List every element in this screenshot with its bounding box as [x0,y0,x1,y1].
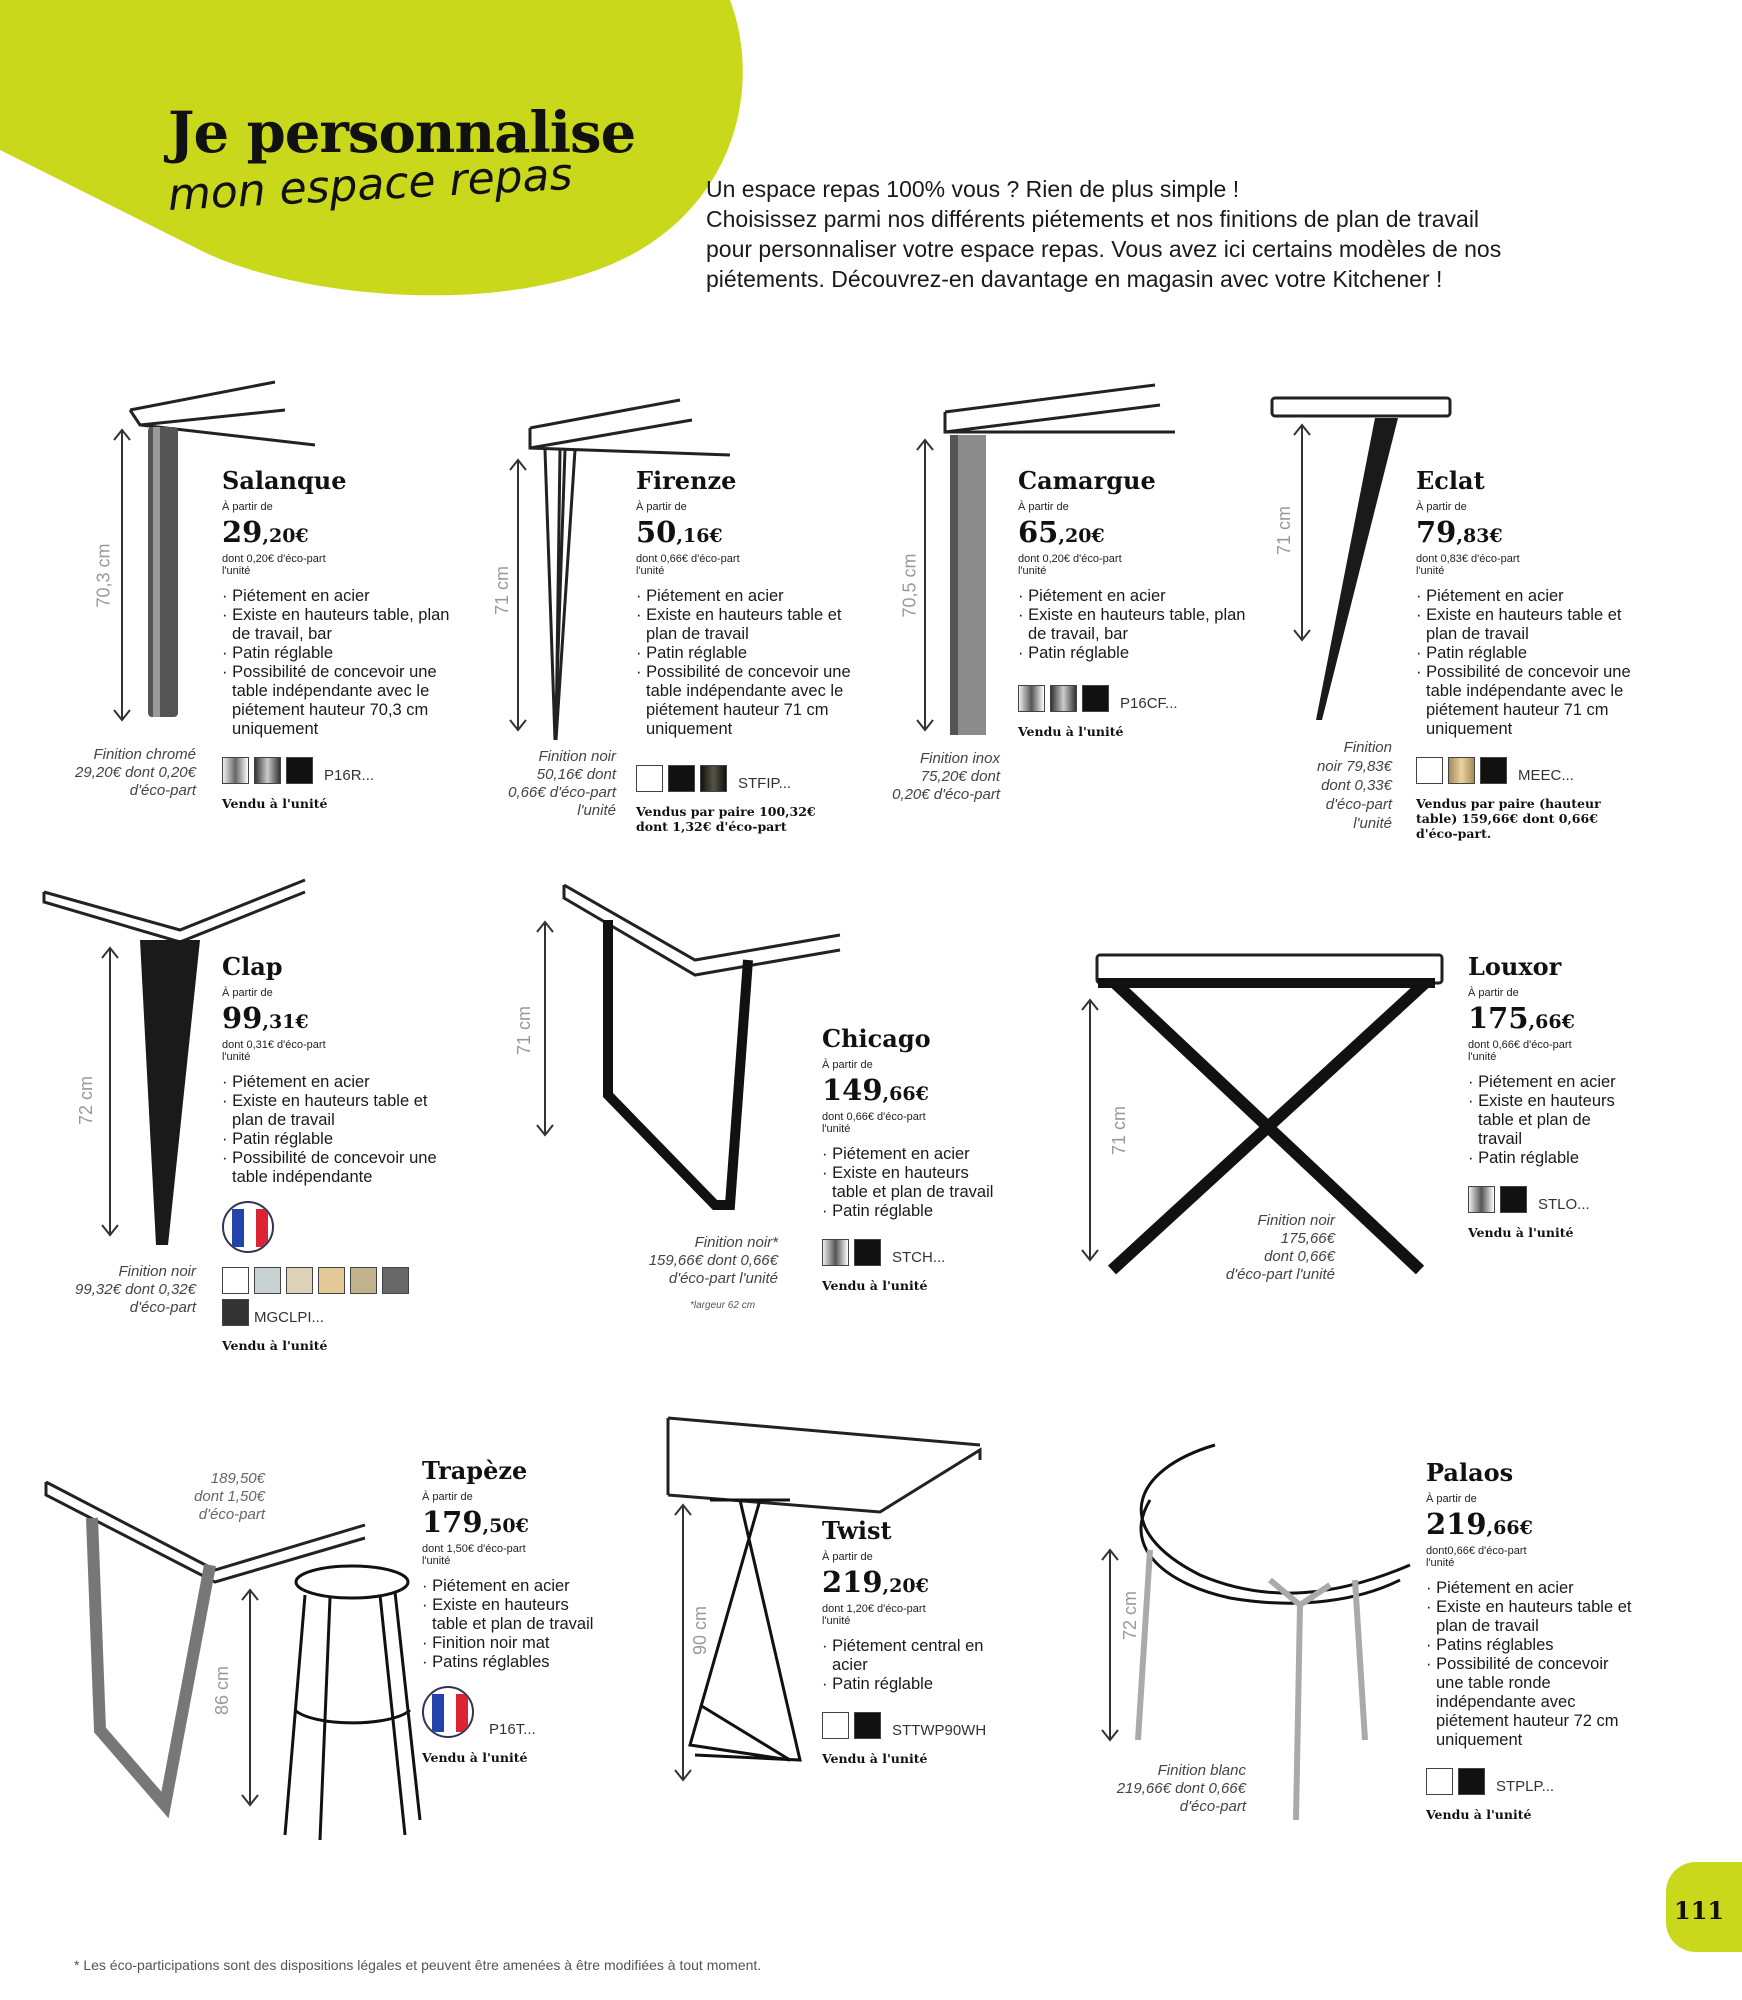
unit-label: l'unité [1018,565,1047,577]
eclat-finish-caption: Finition noir 79,83€ dont 0,33€ d'éco-part l'unité [1316,739,1392,832]
product-price: 79,83€ [1416,515,1503,549]
swatch-black[interactable] [1480,757,1507,784]
unit-label: l'unité [822,1123,851,1135]
swatch-black[interactable] [854,1712,881,1739]
product-price: 29,20€ [222,515,309,549]
product-code: STPLP... [1496,1778,1555,1795]
salanque-height-label: 70,3 cm [93,543,114,608]
swatch-inox[interactable] [1050,685,1077,712]
swatch-white[interactable] [822,1712,849,1739]
camargue-height-label: 70,5 cm [899,553,920,618]
camargue-finish-caption: Finition inox 75,20€ dont 0,20€ d'éco-part [892,750,1000,803]
louxor-finish-caption: Finition noir 175,66€ dont 0,66€ d'éco-part l'unité [1225,1212,1335,1283]
product-name: Chicago [822,1024,931,1053]
product-twist [822,1516,1022,1766]
product-price: 149,66€ [822,1073,929,1107]
sold-by: Vendu à l'unité [222,1338,328,1353]
product-code: STCH... [892,1249,946,1266]
price-prefix: À partir de [1416,501,1467,513]
swatch-bronze[interactable] [700,765,727,792]
product-price: 179,50€ [422,1505,529,1539]
finish-swatches [1416,757,1646,784]
swatch-white[interactable] [222,1267,249,1294]
page-number: 111 [1674,1896,1725,1925]
product-trapeze [422,1456,622,1765]
unit-label: l'unité [222,1051,251,1063]
sold-by: Vendu à l'unité [422,1750,528,1765]
chicago-width-note: *largeur 62 cm [690,1300,756,1311]
feature-list: · Piétement en acier · Existe en hauteurs table et plan de travail · Patins réglables · Possibilité de concevoir une table ronde indépendante avec piétement hauteur 72 cm uniquement [1426,1579,1636,1750]
page-title: Je personnalise [168,100,636,166]
made-in-france-icon [422,1686,474,1738]
salanque-finish-caption: Finition chromé 29,20€ dont 0,20€ d'éco-part [75,746,196,799]
product-price: 50,16€ [636,515,723,549]
finish-swatches [822,1712,1022,1739]
product-salanque [222,466,452,811]
product-chicago [822,1024,1022,1293]
product-code: STFIP... [738,775,792,792]
sold-by: Vendus par paire 100,32€ dont 1,32€ d'éco-part [636,804,816,834]
swatch-inox[interactable] [822,1239,849,1266]
product-code: STLO... [1538,1196,1590,1213]
feature-list: · Piétement en acier · Existe en hauteurs table et plan de travail · Patin réglable [822,1145,997,1221]
sold-by: Vendu à l'unité [1018,724,1124,739]
product-name: Trapèze [422,1456,528,1485]
product-clap [222,952,452,1353]
unit-label: l'unité [422,1555,451,1567]
finish-swatches [822,1239,1022,1266]
product-code: P16CF... [1120,695,1178,712]
product-name: Camargue [1018,466,1156,495]
swatch-gold[interactable] [1448,757,1475,784]
product-price: 99,31€ [222,1001,309,1035]
louxor-height-label: 71 cm [1109,1105,1130,1156]
trapeze-height-label: 86 cm [212,1665,233,1716]
swatch-beige[interactable] [318,1267,345,1294]
trapeze-drawing [46,1482,420,1840]
sold-by: Vendu à l'unité [1468,1225,1574,1240]
product-code: P16T... [489,1721,536,1738]
eco-part: dont 0,20€ d'éco-part [222,553,326,565]
eco-part: dont 0,31€ d'éco-part [222,1039,326,1051]
product-name: Louxor [1468,952,1562,981]
sold-by: Vendu à l'unité [222,796,328,811]
product-name: Clap [222,952,283,981]
product-price: 175,66€ [1468,1001,1575,1035]
eco-part: dont 0,20€ d'éco-part [1018,553,1122,565]
product-code: P16R... [324,767,375,784]
chicago-height-label: 71 cm [514,1005,535,1056]
product-name: Salanque [222,466,347,495]
unit-label: l'unité [1426,1557,1455,1569]
chicago-drawing [537,885,840,1205]
swatch-inox[interactable] [254,757,281,784]
feature-list: · Piétement en acier · Existe en hauteurs table et plan de travail · Finition noir mat · Patins réglables [422,1577,597,1672]
swatch-sand[interactable] [286,1267,313,1294]
swatch-black[interactable] [1500,1186,1527,1213]
unit-label: l'unité [222,565,251,577]
sold-by: Vendus par paire (hauteur table) 159,66€ dont 0,66€ d'éco-part. [1416,796,1601,841]
footnote: * Les éco-participations sont des dispositions légales et peuvent être amenées à être modifiées à tout moment. [74,1957,762,1973]
clap-finish-caption: Finition noir 99,32€ dont 0,32€ d'éco-part [75,1263,196,1316]
price-prefix: À partir de [1018,501,1069,513]
sold-by: Vendu à l'unité [822,1278,928,1293]
intro-text: Un espace repas 100% vous ? Rien de plus simple ! Choisissez parmi nos différents piétements et nos finitions de plan de travail pour personnaliser votre espace repas. Vous avez ici certains modèles de nos piétements. Découvrez-en davantage en magasin avec votre Kitchener ! [706,176,1502,292]
product-price: 219,20€ [822,1565,929,1599]
price-prefix: À partir de [222,501,273,513]
swatch-white[interactable] [636,765,663,792]
unit-label: l'unité [822,1615,851,1627]
finish-swatches [1468,1186,1668,1213]
product-firenze [636,466,866,834]
unit-label: l'unité [636,565,665,577]
price-prefix: À partir de [1426,1493,1477,1505]
feature-list: · Piétement en acier · Existe en hauteurs table et plan de travail · Patin réglable · Possibilité de concevoir une table indépendante avec le piétement hauteur 71 cm uniquement [636,587,866,739]
swatch-chrome[interactable] [1018,685,1045,712]
twist-height-label: 90 cm [690,1605,711,1656]
swatch-anthracite[interactable] [222,1299,249,1326]
swatch-chrome[interactable] [222,757,249,784]
feature-list: · Piétement central en acier · Patin réglable [822,1637,997,1694]
price-prefix: À partir de [1468,987,1519,999]
feature-list: · Piétement en acier · Existe en hauteurs table et plan de travail · Patin réglable [1468,1073,1638,1168]
swatch-black[interactable] [1082,685,1109,712]
made-in-france-icon [222,1201,274,1253]
finish-swatches [1018,685,1248,712]
feature-list: · Piétement en acier · Existe en hauteurs table et plan de travail · Patin réglable · Possibilité de concevoir une table indépendante [222,1073,452,1187]
finish-swatches [222,757,452,784]
swatch-white[interactable] [1426,1768,1453,1795]
finish-swatches [636,765,866,792]
eco-part: dont 1,20€ d'éco-part [822,1603,926,1615]
eco-part: dont 0,83€ d'éco-part [1416,553,1520,565]
trapeze-stool-price-caption: 189,50€ dont 1,50€ d'éco-part [194,1470,265,1523]
finish-swatches [1426,1768,1646,1795]
swatch-black[interactable] [668,765,695,792]
feature-list: · Piétement en acier · Existe en hauteurs table, plan de travail, bar · Patin réglable [1018,587,1248,663]
swatch-inox[interactable] [1468,1186,1495,1213]
product-camargue [1018,466,1248,739]
chicago-finish-caption: Finition noir* 159,66€ dont 0,66€ d'éco-part l'unité [648,1234,778,1287]
palaos-height-label: 72 cm [1120,1590,1141,1641]
swatch-light-grey[interactable] [254,1267,281,1294]
product-price: 219,66€ [1426,1507,1533,1541]
feature-list: · Piétement en acier · Existe en hauteurs table et plan de travail · Patin réglable · Possibilité de concevoir une table indépendante avec le piétement hauteur 71 cm uniquement [1416,587,1646,739]
product-eclat [1416,466,1646,841]
unit-label: l'unité [1416,565,1445,577]
clap-height-label: 72 cm [76,1075,97,1126]
price-prefix: À partir de [422,1491,473,1503]
eco-part: dont 0,66€ d'éco-part [822,1111,926,1123]
unit-label: l'unité [1468,1051,1497,1063]
product-code: STTWP90WH [892,1722,987,1739]
product-palaos [1426,1458,1646,1822]
swatch-grey[interactable] [382,1267,409,1294]
product-name: Firenze [636,466,737,495]
product-louxor [1468,952,1668,1240]
swatch-black[interactable] [1458,1768,1485,1795]
swatch-taupe[interactable] [350,1267,377,1294]
swatch-black[interactable] [854,1239,881,1266]
page-subtitle: mon espace repas [166,148,574,221]
eco-part: dont 0,66€ d'éco-part [1468,1039,1572,1051]
product-name: Palaos [1426,1458,1514,1487]
product-name: Twist [822,1516,892,1545]
price-prefix: À partir de [822,1551,873,1563]
firenze-height-label: 71 cm [492,565,513,616]
flag-row [422,1686,622,1738]
firenze-finish-caption: Finition noir 50,16€ dont 0,66€ d'éco-part l'unité [508,748,616,819]
eco-part: dont0,66€ d'éco-part [1426,1545,1527,1557]
price-prefix: À partir de [222,987,273,999]
eco-part: dont 1,50€ d'éco-part [422,1543,526,1555]
product-code: MGCLPI... [254,1309,325,1326]
sold-by: Vendu à l'unité [1426,1807,1532,1822]
price-prefix: À partir de [636,501,687,513]
eclat-height-label: 71 cm [1274,505,1295,556]
swatch-white[interactable] [1416,757,1443,784]
finish-swatches [222,1267,432,1326]
palaos-finish-caption: Finition blanc 219,66€ dont 0,66€ d'éco-part [1116,1762,1246,1815]
feature-list: · Piétement en acier · Existe en hauteurs table, plan de travail, bar · Patin réglable · Possibilité de concevoir une table indépendante avec le piétement hauteur 70,3 cm uniquement [222,587,452,739]
sold-by: Vendu à l'unité [822,1751,928,1766]
product-code: MEEC... [1518,767,1574,784]
eco-part: dont 0,66€ d'éco-part [636,553,740,565]
swatch-black[interactable] [286,757,313,784]
product-name: Eclat [1416,466,1485,495]
price-prefix: À partir de [822,1059,873,1071]
product-price: 65,20€ [1018,515,1105,549]
